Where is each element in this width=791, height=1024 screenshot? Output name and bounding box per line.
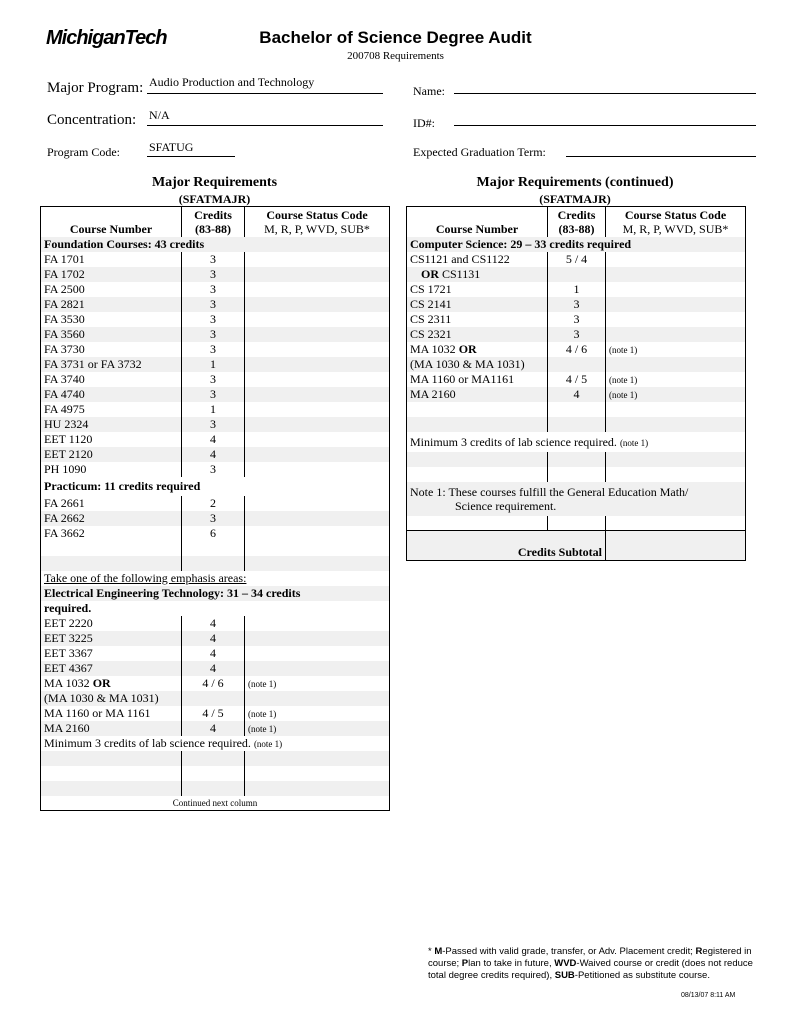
course-number: CS1121 and CS1122 — [407, 252, 548, 267]
table-header-row — [407, 207, 746, 237]
table-row — [41, 511, 390, 526]
course-number: FA 2821 — [41, 297, 182, 312]
major-program-label: Major Program: — [47, 80, 144, 96]
col-status-code: Course Status Code M, R, P, WVD, SUB* — [264, 207, 370, 236]
major-program-value[interactable]: Audio Production and Technology — [149, 75, 315, 89]
course-number: MA 2160 — [407, 387, 548, 402]
major-program-line — [147, 93, 383, 94]
right-requirements-table — [406, 206, 746, 561]
course-number: FA 4975 — [41, 402, 182, 417]
col-course-number: Course Number — [41, 207, 182, 237]
table-row — [41, 447, 390, 462]
emphasis-intro-row — [41, 571, 390, 586]
practicum-rows — [41, 496, 390, 541]
status-cell[interactable] — [245, 781, 390, 796]
col-credits: Credits (83-88) — [548, 207, 606, 237]
table-row — [41, 462, 390, 477]
cs-heading: Computer Science: 29 – 33 credits required — [407, 237, 746, 252]
table-header-row — [41, 207, 390, 237]
practicum-heading: Practicum: 11 credits required — [44, 478, 201, 493]
right-section-code: (SFATMAJR) — [539, 192, 611, 206]
status-cell[interactable] — [245, 447, 390, 462]
status-cell[interactable] — [606, 267, 746, 282]
table-row — [407, 357, 746, 372]
status-cell[interactable] — [606, 516, 746, 531]
id-label: ID#: — [413, 116, 435, 130]
id-field[interactable] — [454, 125, 756, 126]
foundation-heading: Foundation Courses: 43 credits — [41, 237, 390, 252]
blank-row — [407, 467, 746, 482]
course-number: EET 3367 — [41, 646, 182, 661]
eet-heading-row — [41, 586, 390, 601]
status-cell[interactable] — [245, 462, 390, 477]
status-cell[interactable] — [245, 766, 390, 781]
credits: 4 — [182, 721, 245, 736]
status-cell[interactable] — [245, 327, 390, 342]
credits: 6 — [182, 526, 245, 541]
table-row — [41, 432, 390, 447]
blank-row — [407, 452, 746, 467]
table-row — [41, 342, 390, 357]
status-cell[interactable] — [245, 616, 390, 631]
note-row — [407, 482, 746, 516]
col-credits: Credits (83-88) — [182, 207, 245, 237]
table-row — [407, 372, 746, 387]
course-number: FA 4740 — [41, 387, 182, 402]
eet-heading-row — [41, 601, 390, 616]
course-number: MA 1160 or MA 1161 — [41, 706, 182, 721]
cs-rows — [407, 282, 746, 342]
status-cell[interactable] — [606, 297, 746, 312]
credits: 4 — [182, 616, 245, 631]
status-cell[interactable] — [245, 631, 390, 646]
course-number: CS 2141 — [407, 297, 548, 312]
credits: 3 — [182, 462, 245, 477]
eet-rows — [41, 616, 390, 676]
status-cell[interactable] — [245, 556, 390, 571]
status-cell[interactable] — [245, 751, 390, 766]
course-number: FA 3730 — [41, 342, 182, 357]
left-requirements-table — [40, 206, 390, 811]
credits-subtotal-label: Credits Subtotal — [407, 531, 606, 561]
table-row — [407, 342, 746, 357]
blank-row — [41, 766, 390, 781]
status-cell[interactable]: (note 1) — [609, 374, 638, 385]
section-heading-row — [41, 237, 390, 252]
table-row — [407, 327, 746, 342]
concentration-value[interactable]: N/A — [149, 108, 170, 122]
table-row — [41, 312, 390, 327]
course-number: FA 1701 — [41, 252, 182, 267]
status-cell[interactable] — [245, 646, 390, 661]
program-code-value[interactable]: SFATUG — [149, 140, 194, 154]
credits: 4 / 6 — [548, 342, 606, 357]
status-cell[interactable]: (note 1) — [245, 721, 390, 736]
course-number: MA 1032 OR — [407, 342, 548, 357]
course-number: OR CS1131 — [407, 267, 548, 282]
blank-row — [41, 781, 390, 796]
right-section-title: Major Requirements (continued) — [476, 175, 674, 190]
blank-row — [407, 402, 746, 417]
credits: 4 — [182, 432, 245, 447]
course-number: FA 3662 — [41, 526, 182, 541]
table-row — [41, 721, 390, 736]
credits: 3 — [182, 417, 245, 432]
course-number: EET 2220 — [41, 616, 182, 631]
credits: 3 — [182, 342, 245, 357]
status-cell[interactable] — [606, 417, 746, 432]
credits: 4 — [182, 646, 245, 661]
status-cell[interactable] — [606, 452, 746, 467]
course-number: PH 1090 — [41, 462, 182, 477]
table-row — [407, 387, 746, 402]
status-cell[interactable] — [606, 312, 746, 327]
table-row — [41, 372, 390, 387]
table-row — [41, 327, 390, 342]
table-row — [41, 402, 390, 417]
course-number: FA 2500 — [41, 282, 182, 297]
table-row — [407, 267, 746, 282]
table-row — [41, 676, 390, 691]
table-row — [41, 661, 390, 676]
course-number: FA 3530 — [41, 312, 182, 327]
credits: 4 — [548, 387, 606, 402]
credits: 1 — [548, 282, 606, 297]
course-number: FA 2662 — [41, 511, 182, 526]
status-cell[interactable] — [245, 267, 390, 282]
status-cell[interactable]: (note 1) — [606, 387, 746, 402]
name-label: Name: — [413, 84, 445, 98]
status-cell[interactable] — [245, 387, 390, 402]
status-cell[interactable] — [606, 402, 746, 417]
credits: 3 — [182, 511, 245, 526]
status-code-footnote: * M-Passed with valid grade, transfer, or Adv. Placement credit; Registered in course; Plan to take in future, WVD-Waived course or credit (does not reduce total degree credits required), SUB-Petitioned as substitute course. — [428, 946, 753, 981]
table-row — [41, 417, 390, 432]
subtotal-row — [407, 531, 746, 561]
blank-row — [407, 516, 746, 531]
blank-row — [41, 751, 390, 766]
credits-subtotal-cell[interactable] — [606, 531, 746, 561]
table-row — [41, 357, 390, 372]
concentration-line — [147, 125, 383, 126]
table-row — [407, 312, 746, 327]
table-row — [41, 252, 390, 267]
status-cell[interactable] — [245, 357, 390, 372]
course-number: FA 2661 — [41, 496, 182, 511]
credits: 5 / 4 — [548, 252, 606, 267]
status-cell[interactable] — [245, 342, 390, 357]
status-cell[interactable] — [606, 467, 746, 482]
col-status-code: Course Status Code M, R, P, WVD, SUB* — [622, 207, 729, 236]
lab-science-text: Minimum 3 credits of lab science required. (note 1) — [410, 434, 649, 449]
course-number: FA 3731 or FA 3732 — [41, 357, 182, 372]
page-title: Bachelor of Science Degree Audit — [259, 28, 532, 47]
course-number: EET 4367 — [41, 661, 182, 676]
datestamp: 08/13/07 8:11 AM — [681, 992, 736, 999]
credits: 3 — [182, 252, 245, 267]
table-row — [407, 282, 746, 297]
table-row — [41, 526, 390, 541]
status-cell[interactable] — [245, 432, 390, 447]
status-cell[interactable] — [245, 417, 390, 432]
page-subtitle: 200708 Requirements — [347, 50, 444, 62]
table-row — [41, 297, 390, 312]
course-number: MA 1032 OR — [41, 676, 182, 691]
status-cell[interactable] — [245, 511, 390, 526]
credits: 1 — [182, 402, 245, 417]
credits: 3 — [182, 312, 245, 327]
section-heading-row — [41, 477, 390, 496]
status-cell[interactable] — [245, 297, 390, 312]
course-number: EET 3225 — [41, 631, 182, 646]
continued-text: Continued next column — [172, 798, 258, 808]
table-row — [41, 631, 390, 646]
lab-science-row — [41, 736, 390, 751]
col-course-number: Course Number — [407, 207, 548, 237]
blank-row — [41, 556, 390, 571]
table-row — [41, 267, 390, 282]
table-row — [41, 616, 390, 631]
credits: 3 — [182, 327, 245, 342]
lab-science-text: Minimum 3 credits of lab science required. (note 1) — [44, 735, 283, 750]
note-text: Note 1: These courses fulfill the General Education Math/ Science requirement. — [407, 482, 746, 516]
credits: 3 — [182, 372, 245, 387]
table-row — [41, 706, 390, 721]
status-cell[interactable] — [245, 252, 390, 267]
credits: 3 — [548, 327, 606, 342]
status-cell[interactable] — [606, 282, 746, 297]
credits: 4 — [182, 631, 245, 646]
table-row — [41, 691, 390, 706]
status-cell[interactable] — [606, 327, 746, 342]
table-row — [41, 646, 390, 661]
course-number: (MA 1030 & MA 1031) — [41, 691, 182, 706]
section-heading-row — [407, 237, 746, 252]
table-row — [407, 252, 746, 267]
eet-heading-1: Electrical Engineering Technology: 31 – 34 credits — [41, 586, 390, 601]
blank-row — [41, 541, 390, 556]
left-section-title: Major Requirements — [151, 175, 278, 190]
credits: 3 — [548, 312, 606, 327]
status-cell[interactable]: (note 1) — [248, 708, 277, 719]
status-cell[interactable] — [245, 661, 390, 676]
left-section-code: (SFATMAJR) — [178, 192, 251, 206]
credits: 1 — [182, 357, 245, 372]
course-number: FA 1702 — [41, 267, 182, 282]
credits: 3 — [182, 297, 245, 312]
credits: 4 / 5 — [548, 372, 606, 387]
program-code-label: Program Code: — [47, 145, 120, 159]
grad-term-field[interactable] — [566, 156, 756, 157]
course-number: MA 1160 or MA1161 — [407, 372, 548, 387]
credits: 4 / 6 — [182, 676, 245, 691]
table-row — [41, 496, 390, 511]
credits: 4 — [182, 661, 245, 676]
name-field[interactable] — [454, 93, 756, 94]
foundation-rows — [41, 252, 390, 477]
credits: 3 — [182, 282, 245, 297]
status-cell[interactable] — [606, 357, 746, 372]
table-row — [41, 387, 390, 402]
course-number: CS 2321 — [407, 327, 548, 342]
course-number: FA 3560 — [41, 327, 182, 342]
status-cell[interactable]: (note 1) — [609, 344, 638, 355]
course-number: EET 2120 — [41, 447, 182, 462]
blank-row — [407, 417, 746, 432]
course-number: MA 2160 — [41, 721, 182, 736]
course-number: HU 2324 — [41, 417, 182, 432]
program-code-line — [147, 156, 235, 157]
michigan-tech-logo: MichiganTech — [46, 27, 167, 49]
status-cell[interactable] — [245, 282, 390, 297]
status-cell[interactable]: (note 1) — [248, 678, 277, 689]
course-number: CS 2311 — [407, 312, 548, 327]
course-number: (MA 1030 & MA 1031) — [407, 357, 548, 372]
status-cell[interactable] — [606, 252, 746, 267]
status-cell[interactable] — [245, 541, 390, 556]
course-number: EET 1120 — [41, 432, 182, 447]
table-row — [407, 297, 746, 312]
credits: 4 — [182, 447, 245, 462]
eet-heading-2: required. — [44, 600, 92, 615]
status-cell[interactable] — [245, 312, 390, 327]
status-cell[interactable] — [245, 691, 390, 706]
emphasis-intro: Take one of the following emphasis areas: — [44, 570, 247, 585]
course-number: FA 3740 — [41, 372, 182, 387]
credits: 3 — [548, 297, 606, 312]
status-cell[interactable] — [245, 402, 390, 417]
credits: 2 — [182, 496, 245, 511]
status-cell[interactable] — [245, 496, 390, 511]
lab-science-row — [407, 432, 746, 452]
credits: 4 / 5 — [182, 706, 245, 721]
status-cell[interactable] — [245, 372, 390, 387]
continued-row — [41, 796, 390, 811]
table-row — [41, 282, 390, 297]
grad-term-label: Expected Graduation Term: — [413, 145, 546, 159]
status-cell[interactable] — [245, 526, 390, 541]
concentration-label: Concentration: — [47, 112, 137, 128]
credits: 3 — [182, 267, 245, 282]
credits: 3 — [182, 387, 245, 402]
course-number: CS 1721 — [407, 282, 548, 297]
